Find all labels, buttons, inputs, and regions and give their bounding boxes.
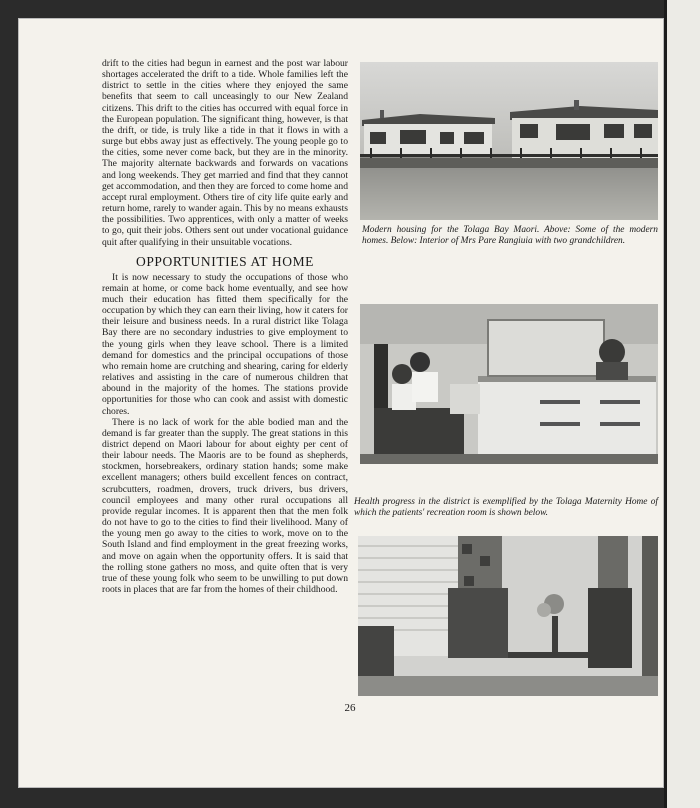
article-column bbox=[102, 58, 348, 595]
caption-maternity: Health progress in the district is exemplified by the Tolaga Maternity Home of which the patients' recreation room is shown below. bbox=[354, 497, 658, 519]
caption-housing: Modern housing for the Tolaga Bay Maori. Above: Some of the modern homes. Below: Interior of Mrs Pare Rangiuia with two grandchildren. bbox=[362, 225, 658, 247]
paragraph-occupations: It is now necessary to study the occupations of those who remain at home, or come back home eventually, and see how much their education has fitted them specifically for the occupation by which they can earn their living, how it caters for their leisure and business needs. In a rural district like Tolaga Bay there are no secondary industries to give employment to the young girls when they leave school. There is a limited demand for domestics and the principal occupations of those who remain home are crutching and shearing, caring for elderly relatives and assisting in the care of numerous children that abound in the majority of the homes. The stations provide opportunities for those who can cook and assist with domestic chores. bbox=[102, 271, 348, 417]
photo-modern-homes bbox=[360, 62, 658, 220]
paragraph-work: There is no lack of work for the able bodied man and the demand is far greater than the supply. The great stations in this district depend on Maori labour for about eighty per cent of their labour needs. The Maoris are to be found as shepherds, stockmen, horsebreakers, ordinary station hands; some make excellent managers; others build excellent fences on contract, scrubcutters, roadmen, drovers, truck drivers, bus drivers, council employees and many other rural occupations all provide regular incomes. It is apparent then that the men folk do not have to go to the cities to find their livelihood. Many of the young men go away to the cities to work, move on to the South Island and find employment in the great freezing works, and move on again when the opportunity offers. It is said that the rolling stone gathers no moss, and quite often that is very true of these young folk who seem to be unwilling to put down roots in places that are far from the homes of their childhood. bbox=[102, 416, 348, 596]
photo-interior-grandchildren bbox=[360, 304, 658, 464]
paragraph-drift: drift to the cities had begun in earnest and the post war labour shortages accelerated the drift to a tide. Whole families left the district to settle in the cities where they enjoyed the same benefits that seem to call unceasingly to our New Zealand citizens. This drift to the cities has occurred with equal force in the European population. The significant thing, however, is that the drift, or tide, is truly like a tide in that it flows in with a surge but ebbs away just as effectively. The young people go to the cities, some never come back, but they are in the minority. The majority alternate backwards and forwards on vacations and long weekends. They get married and find that they cannot get accommodation, and then they are forced to come home and accept rural employment. Others tire of city life quite early and return home, rarely to wander again. This by no means exhausts the possibilities. Two apprentices, with only a matter of weeks to go, quit their jobs. Others sent out under vocational guidance quit after qualifying in their unsuitable vocations. bbox=[102, 58, 348, 248]
adjacent-page-edge bbox=[664, 0, 700, 808]
page-number: 26 bbox=[344, 702, 356, 714]
photo-recreation-room bbox=[358, 536, 658, 696]
section-heading: OPPORTUNITIES AT HOME bbox=[135, 253, 315, 269]
